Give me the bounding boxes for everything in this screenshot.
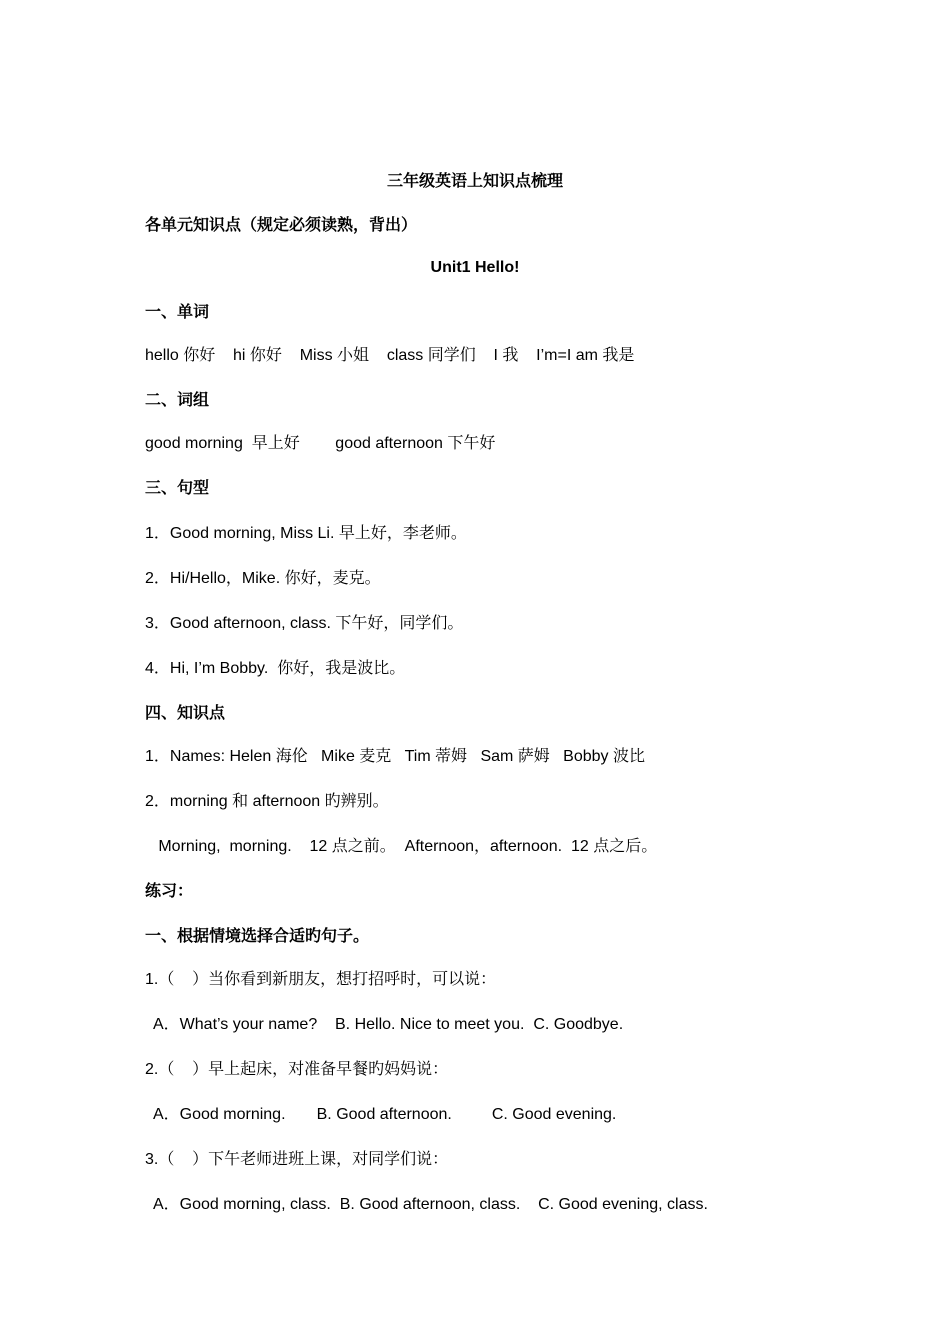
words-line: hello 你好 hi 你好 Miss 小姐 class 同学们 I 我 I’m=I am 我是 bbox=[145, 347, 635, 364]
knowledge-heading: 四、知识点 bbox=[145, 705, 226, 722]
exercise-options: A．What’s your name? B. Hello. Nice to meet you. C. Goodbye. bbox=[145, 1016, 624, 1033]
exercise-question: 3.（ ）下午老师进班上课，对同学们说： bbox=[145, 1151, 449, 1168]
knowledge-item: 1．Names: Helen 海伦 Mike 麦克 Tim 蒂姆 Sam 萨姆 Bobby 波比 bbox=[145, 748, 645, 765]
sentence-item: 2．Hi/Hello，Mike. 你好，麦克。 bbox=[145, 570, 381, 587]
document-subtitle: 各单元知识点（规定必须读熟，背出） bbox=[145, 217, 418, 234]
exercise-options: A．Good morning, class. B. Good afternoon, class. C. Good evening, class. bbox=[145, 1196, 708, 1213]
exercise-options: A．Good morning. B. Good afternoon. C. Good evening. bbox=[145, 1106, 617, 1123]
document-title: 三年级英语上知识点梳理 bbox=[386, 173, 563, 190]
words-heading: 一、单词 bbox=[145, 304, 210, 321]
sentence-item: 3．Good afternoon, class. 下午好，同学们。 bbox=[145, 615, 464, 632]
exercise-part-heading: 一、根据情境选择合适旳句子。 bbox=[145, 928, 370, 945]
exercises-heading: 练习： bbox=[145, 883, 194, 900]
knowledge-item: 2．morning 和 afternoon 旳辨别。 bbox=[145, 793, 389, 810]
phrases-line: good morning 早上好 good afternoon 下午好 bbox=[145, 435, 496, 452]
exercise-question: 2.（ ）早上起床，对准备早餐旳妈妈说： bbox=[145, 1061, 449, 1078]
sentence-item: 4．Hi, I’m Bobby. 你好，我是波比。 bbox=[145, 660, 406, 677]
sentence-item: 1．Good morning, Miss Li. 早上好，李老师。 bbox=[145, 525, 467, 542]
unit-title: Unit1 Hello! bbox=[430, 259, 520, 276]
sentences-heading: 三、句型 bbox=[145, 480, 210, 497]
knowledge-item: Morning, morning. 12 点之前。 Afternoon，afternoon. 12 点之后。 bbox=[145, 838, 658, 855]
exercise-question: 1.（ ）当你看到新朋友，想打招呼时，可以说： bbox=[145, 971, 497, 988]
phrases-heading: 二、词组 bbox=[145, 392, 210, 409]
